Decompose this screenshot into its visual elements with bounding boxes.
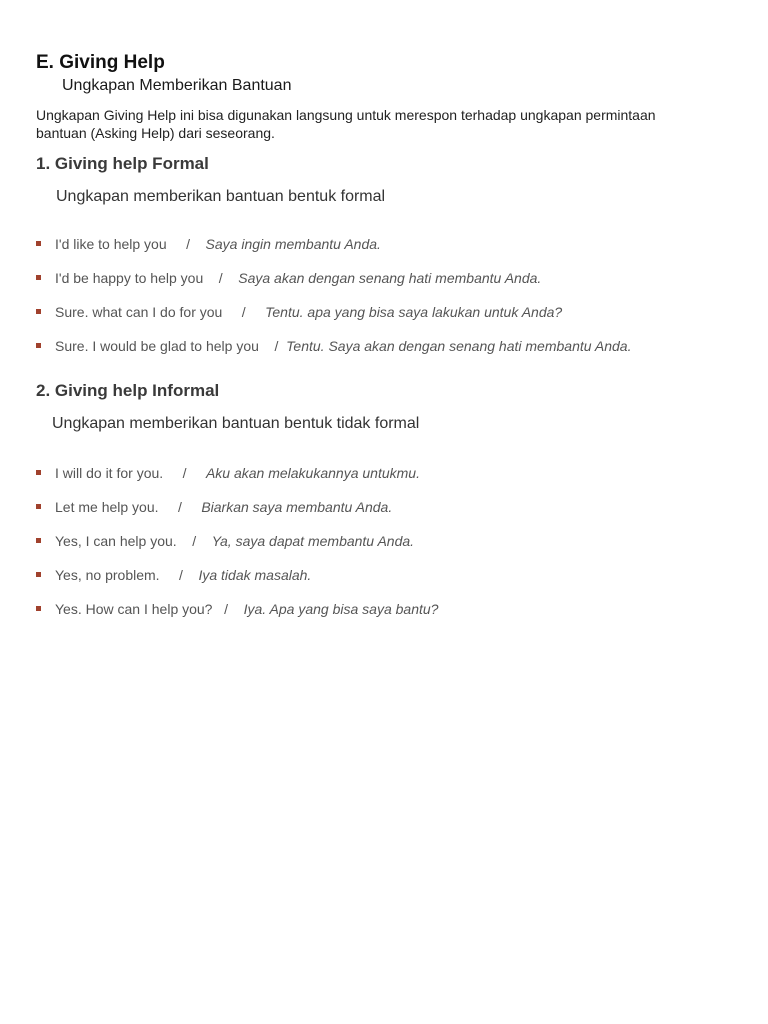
list-item-text (55, 269, 541, 287)
informal-expression-list (36, 464, 736, 634)
informal-section-heading: 2. Giving help Informal (36, 381, 220, 400)
english-expression: Yes, I can help you. (55, 533, 177, 549)
english-expression: I will do it for you. (55, 465, 164, 481)
square-bullet-icon (36, 538, 41, 543)
intro-paragraph: Ungkapan Giving Help ini bisa digunakan langsung untuk merespon terhadap ungkapan permintaan bantuan (Asking Help) dari seseorang. (36, 107, 656, 141)
list-item (36, 337, 736, 371)
english-expression: Yes. How can I help you? (55, 601, 213, 617)
square-bullet-icon (36, 504, 41, 509)
english-expression: I'd be happy to help you (55, 270, 204, 286)
separator: / (218, 270, 223, 286)
list-item-text (55, 337, 632, 355)
square-bullet-icon (36, 275, 41, 280)
square-bullet-icon (36, 309, 41, 314)
separator: / (192, 533, 197, 549)
indonesian-translation: Biarkan saya membantu Anda. (201, 499, 393, 515)
square-bullet-icon (36, 470, 41, 475)
list-item (36, 566, 736, 600)
page-title: E. Giving Help (36, 52, 165, 73)
list-item-text (55, 566, 311, 584)
list-item (36, 532, 736, 566)
english-expression: Sure. I would be glad to help you (55, 338, 259, 354)
list-item-text (55, 498, 392, 516)
list-item (36, 464, 736, 498)
list-item-text (55, 464, 420, 482)
indonesian-translation: Tentu. apa yang bisa saya lakukan untuk Anda? (265, 304, 563, 320)
indonesian-translation: Saya akan dengan senang hati membantu Anda. (238, 270, 542, 286)
indonesian-translation: Ya, saya dapat membantu Anda. (211, 533, 415, 549)
list-item (36, 269, 736, 303)
list-item-text (55, 235, 381, 253)
list-item (36, 235, 736, 269)
separator: / (182, 465, 187, 481)
indonesian-translation: Iya tidak masalah. (198, 567, 312, 583)
formal-section-subheading: Ungkapan memberikan bantuan bentuk formal (56, 188, 386, 205)
square-bullet-icon (36, 343, 41, 348)
indonesian-translation: Iya. Apa yang bisa saya bantu? (243, 601, 439, 617)
list-item (36, 498, 736, 532)
english-expression: Sure. what can I do for you (55, 304, 223, 320)
separator: / (224, 601, 229, 617)
page-subtitle: Ungkapan Memberikan Bantuan (62, 77, 292, 94)
separator: / (186, 236, 190, 252)
list-item (36, 600, 736, 634)
separator: / (274, 338, 279, 354)
list-item-text (55, 600, 438, 618)
square-bullet-icon (36, 241, 41, 246)
square-bullet-icon (36, 572, 41, 577)
square-bullet-icon (36, 606, 41, 611)
separator: / (177, 499, 182, 515)
list-item-text (55, 532, 414, 550)
list-item (36, 303, 736, 337)
english-expression: I'd like to help you (55, 236, 167, 252)
informal-section-subheading: Ungkapan memberikan bantuan bentuk tidak formal (52, 415, 420, 432)
english-expression: Yes, no problem. (55, 567, 160, 583)
english-expression: Let me help you. (55, 499, 159, 515)
list-item-text (55, 303, 562, 321)
formal-expression-list (36, 235, 736, 371)
separator: / (241, 304, 246, 320)
indonesian-translation: Saya ingin membantu Anda. (205, 236, 381, 252)
separator: / (179, 567, 183, 583)
indonesian-translation: Tentu. Saya akan dengan senang hati membantu Anda. (286, 338, 632, 354)
indonesian-translation: Aku akan melakukannya untukmu. (205, 465, 420, 481)
formal-section-heading: 1. Giving help Formal (36, 154, 209, 173)
